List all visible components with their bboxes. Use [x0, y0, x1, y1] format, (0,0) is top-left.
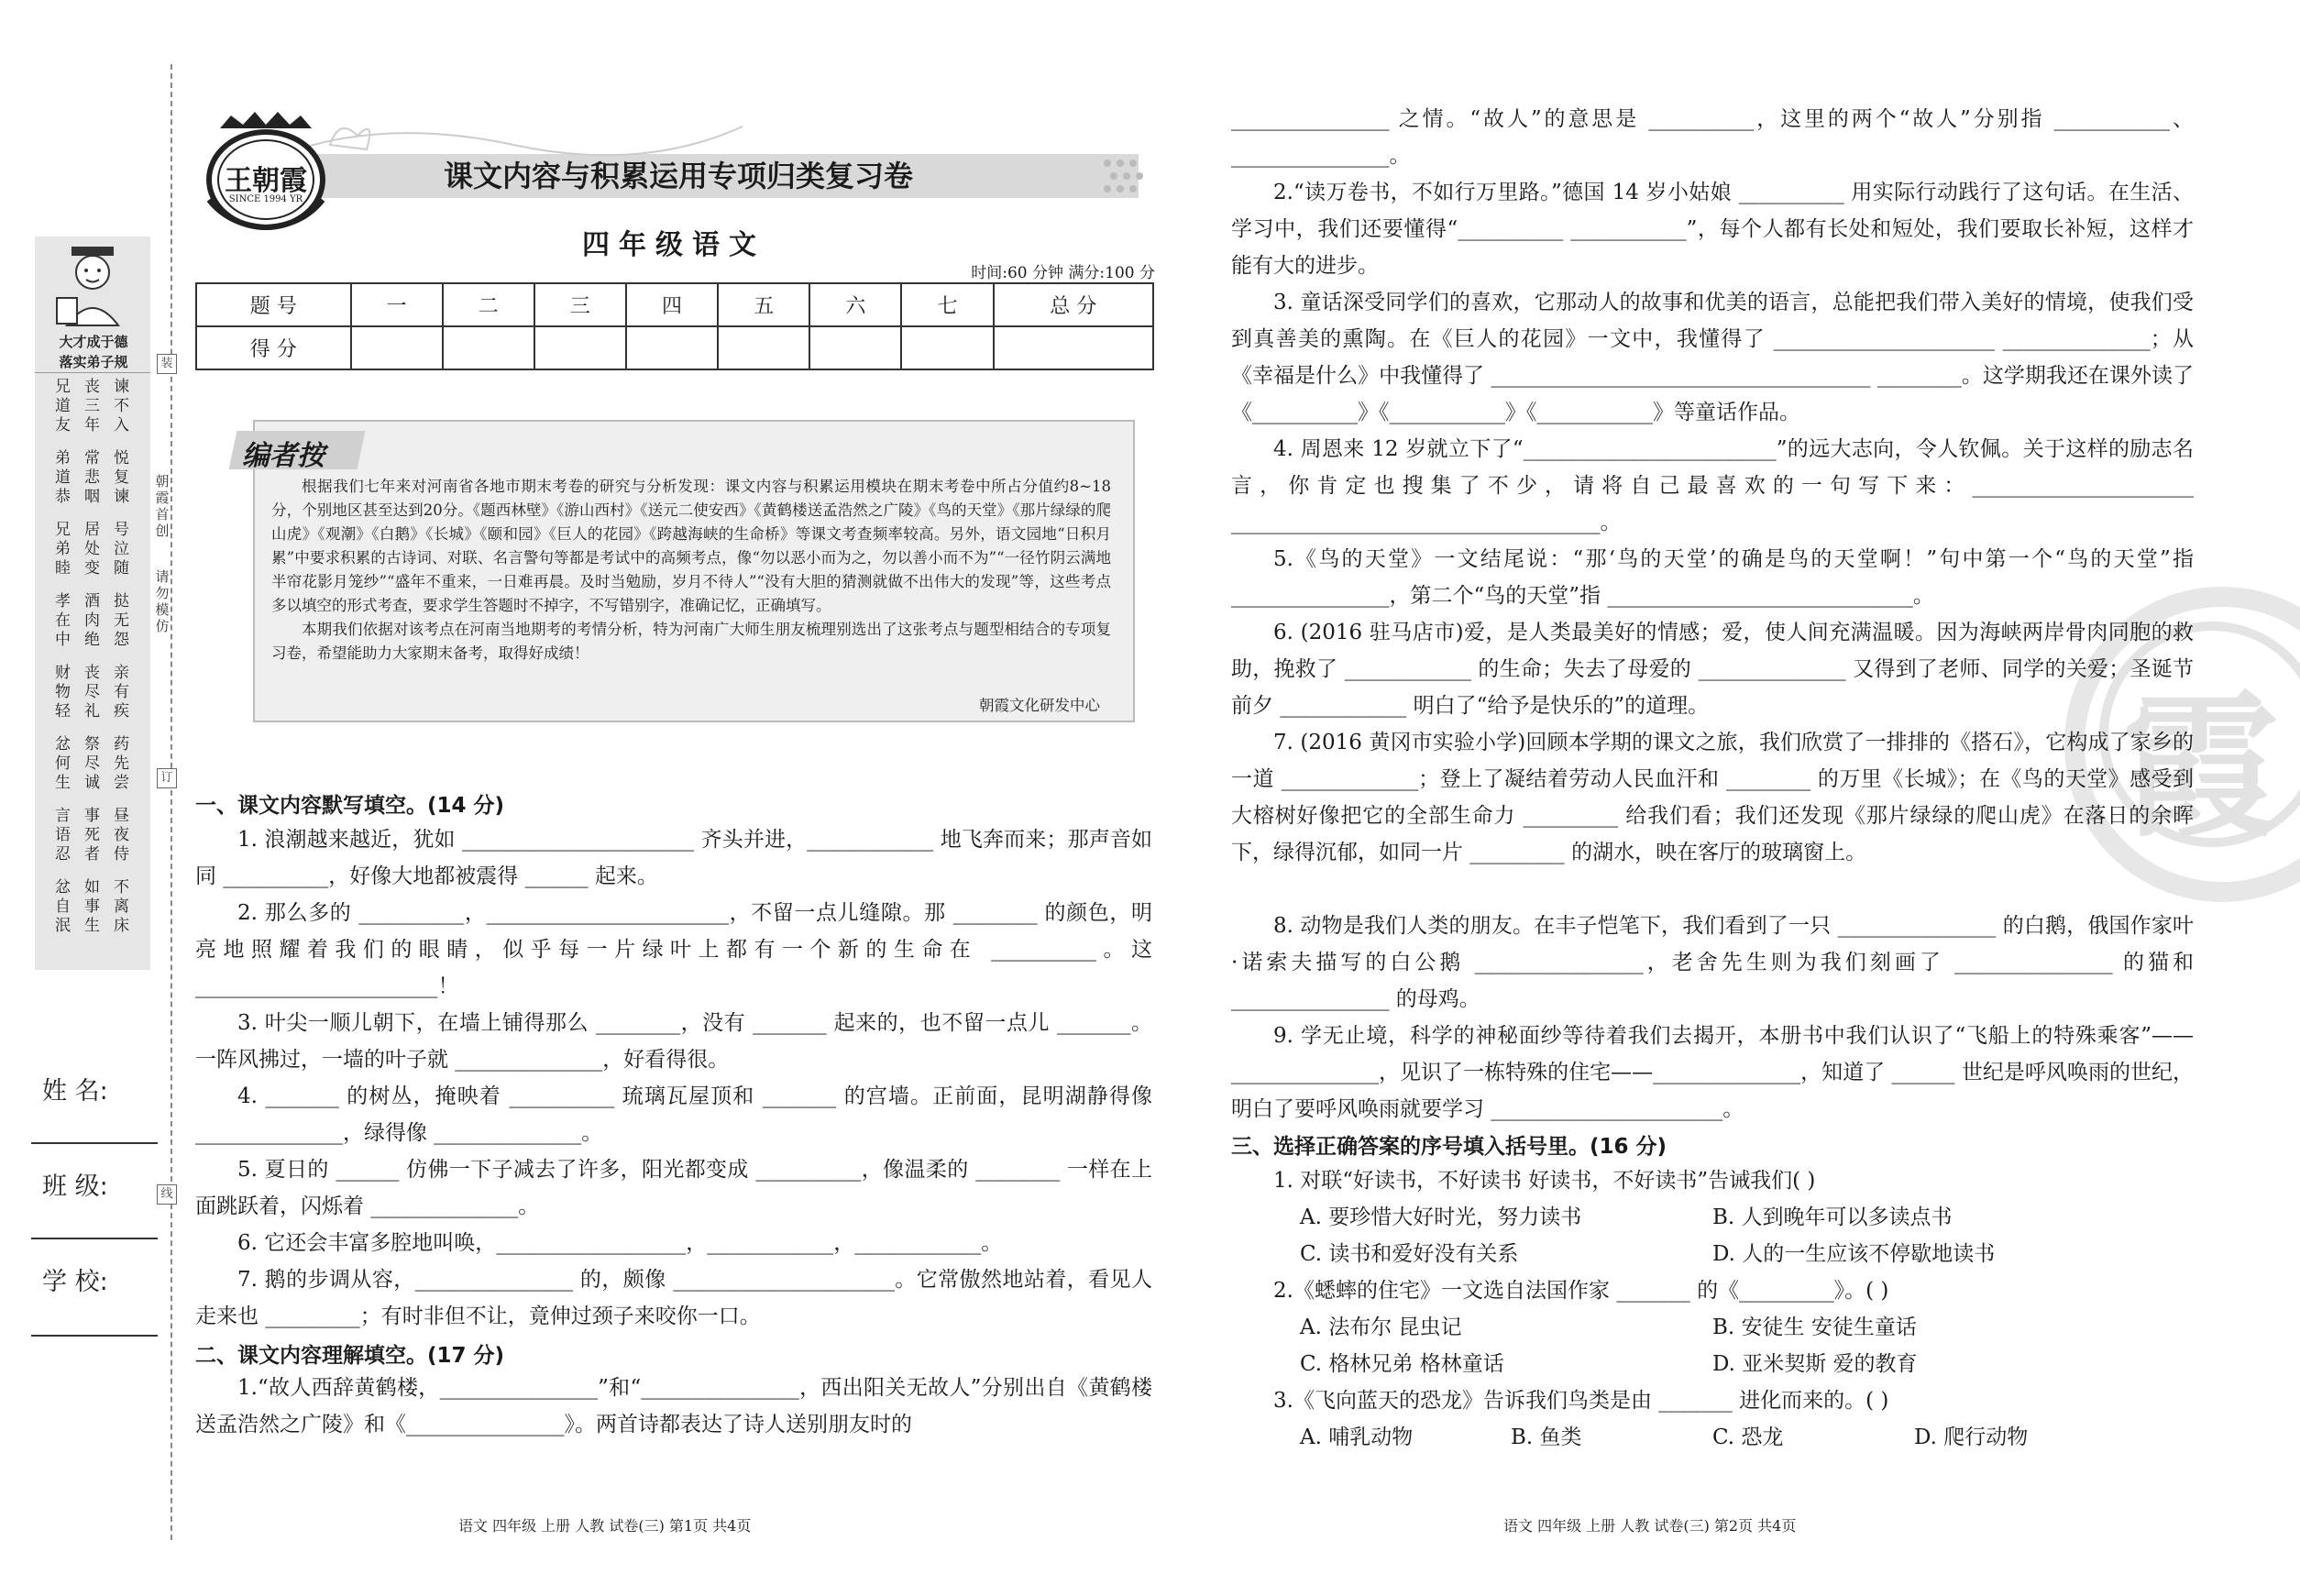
verse-col: 兄弟睦: [55, 521, 71, 578]
score-cell: 一: [351, 283, 443, 326]
verse-col: 悦复谏: [114, 449, 129, 506]
verse-col: 兄道友: [55, 378, 71, 435]
choice-option-1b[interactable]: B. 人到晚年可以多读点书: [1712, 1205, 1953, 1229]
score-input-cell[interactable]: [626, 326, 718, 369]
score-input-cell[interactable]: [443, 326, 534, 369]
fold-note-1: 朝霞首创: [155, 473, 170, 539]
verse-col: 言语忍: [55, 807, 71, 864]
verse-col: 如事生: [84, 878, 100, 935]
choice-option-1d[interactable]: D. 人的一生应该不停歇地读书: [1712, 1242, 1996, 1266]
score-input-cell[interactable]: [809, 326, 901, 369]
score-cell: 五: [718, 283, 809, 326]
score-cell: 总 分: [994, 283, 1153, 326]
verse-col: 昼夜侍: [114, 807, 129, 864]
choice-option-3a[interactable]: A. 哺乳动物: [1300, 1425, 1414, 1449]
score-cell: 得 分: [196, 326, 351, 369]
question-1-1: 1. 浪潮越来越近，犹如 ______________________ 齐头并进，____________ 地飞奔而来；那声音如同 __________，好像大地都被震得 ______ 起来。: [195, 828, 1152, 888]
question-1-7: 7. 鹅的步调从容，_______________ 的，颇像 _____________________。它常傲然地站着，看见人走来也 _________；有时非但不让，竟伸过颈子来咬你一口。: [195, 1268, 1152, 1328]
choice-option-2c[interactable]: C. 格林兄弟 格林童话: [1300, 1352, 1504, 1376]
choice-option-2a[interactable]: A. 法布尔 昆虫记: [1300, 1315, 1462, 1339]
verse-col: 谏不入: [114, 378, 129, 435]
school-field[interactable]: [31, 1335, 158, 1337]
verse-col: 亲有疾: [114, 664, 129, 721]
question-1-6: 6. 它还会丰富多腔地叫唤，__________________，____________，____________。: [237, 1231, 1003, 1255]
editor-note-tag: 编者按: [242, 440, 325, 472]
verse-col: 孝在中: [55, 592, 71, 649]
verse-col: 祭尽诚: [84, 735, 100, 792]
section-2-heading: 二、课文内容理解填空。(17 分): [195, 1344, 505, 1368]
sidebar-divider: [35, 372, 150, 373]
choice-option-2b[interactable]: B. 安徒生 安徒生童话: [1712, 1315, 1917, 1339]
footer-page-1: 语文 四年级 上册 人教 试卷(三) 第1页 共4页: [458, 1517, 752, 1535]
class-label: 班 级:: [42, 1172, 108, 1201]
question-2-9: 9. 学无止境，科学的神秘面纱等待着我们去揭开，本册书中我们认识了“飞船上的特殊乘客”——______________，见识了一栋特殊的住宅——______________，知道了 ______ 世纪是呼风唤雨的世纪，明白了要呼风唤雨就要学习 ______________________。: [1231, 1024, 2194, 1121]
brand-logo-text: 王朝霞: [225, 165, 307, 197]
question-2-6: 6. (2016 驻马店市)爱，是人类最美好的情感；爱，使人间充满温暖。因为海峡两岸骨肉同胞的救助，挽救了 ____________ 的生命；失去了母爱的 ______________ 又得到了老师、同学的关爱；圣诞节前夕 ____________ 明白了“给予是快乐的”的道理。: [1231, 621, 2194, 718]
verse-col: 弟道恭: [55, 449, 71, 506]
sidebar-motto-line-2: 落实弟子规: [59, 354, 128, 370]
question-2-7: 7. (2016 黄冈市实验小学)回顾本学期的课文之旅，我们欣赏了一排排的《搭石》，它构成了家乡的一道 _____________；登上了凝结着劳动人民血汗和 ________ 的万里《长城》；在《鸟的天堂》感受到大榕树好像把它的全部生命力 _________ 给我们看；我们还发现《那片绿绿的爬山虎》在落日的余晖下，绿得沉郁，如同一片 _________ 的湖水，映在客厅的玻璃窗上。: [1231, 731, 2194, 864]
fold-mark: 线: [157, 1184, 177, 1205]
verse-col: 药先尝: [114, 735, 129, 792]
verse-col: 忿何生: [55, 735, 71, 792]
binding-fold-line: [171, 64, 172, 1540]
editor-note-signature: 朝霞文化研发中心: [979, 697, 1100, 714]
score-table-row-header: [196, 283, 1153, 326]
choice-option-3d[interactable]: D. 爬行动物: [1914, 1425, 2029, 1449]
verse-col: 忿自泯: [55, 878, 71, 935]
scholar-mascot-icon: [44, 243, 141, 330]
page-subtitle: 四年级语文: [582, 229, 765, 261]
fold-mark: 订: [157, 768, 177, 788]
question-2-1: 1.“故人西辞黄鹤楼，_______________”和“_______________，西出阳关无故人”分别出自《黄鹤楼送孟浩然之广陵》和《_______________》。两首诗都表达了诗人送别朋友时的: [195, 1376, 1152, 1436]
verse-col: 丧三年: [84, 378, 100, 435]
page-title: 课文内容与积累运用专项归类复习卷: [443, 159, 913, 193]
school-label: 学 校:: [42, 1268, 108, 1296]
choice-question-3-stem: 3.《飞向蓝天的恐龙》告诉我们鸟类是由 _______ 进化而来的。( ): [1273, 1389, 1889, 1413]
question-1-2: 2. 那么多的 __________，_______________________，不留一点儿缝隙。那 ________ 的颜色，明亮地照耀着我们的眼睛，似乎每一片绿叶上都有一个新的生命在 __________。这 _______________________！: [195, 901, 1152, 998]
score-cell: 七: [901, 283, 993, 326]
editor-note-body: [271, 475, 1111, 666]
score-cell: 六: [809, 283, 901, 326]
score-input-cell[interactable]: [534, 326, 626, 369]
class-field[interactable]: [31, 1238, 158, 1239]
score-table-row-scores: [196, 326, 1153, 369]
score-cell: 三: [534, 283, 626, 326]
question-2-3: 3. 童话深受同学们的喜欢，它那动人的故事和优美的语言，总能把我们带入美好的情境，使我们受到真善美的熏陶。在《巨人的花园》一文中，我懂得了 _____________________ ______________；从《幸福是什么》中我懂得了 ____________________________________ ________。这学期我还在课外读了《__________》《___________》《___________》等童话作品。: [1231, 291, 2194, 424]
verse-col: 酒肉绝: [84, 592, 100, 649]
choice-question-2-stem: 2.《蟋蟀的住宅》一文选自法国作家 _______ 的《_________》。( ): [1273, 1279, 1889, 1303]
verse-col: 号泣随: [114, 521, 129, 578]
verse-col: 不离床: [114, 878, 129, 935]
choice-option-2d[interactable]: D. 亚米契斯 爱的教育: [1712, 1352, 1918, 1376]
choice-option-1c[interactable]: C. 读书和爱好没有关系: [1300, 1242, 1519, 1266]
score-cell: 题 号: [196, 283, 351, 326]
question-2-4: 4. 周恩来 12 岁就立下了“________________________”的远大志向，令人钦佩。关于这样的励志名言，你肯定也搜集了不少，请将自己最喜欢的一句写下来：_____________________ ___________________________________。: [1231, 437, 2194, 534]
score-input-cell[interactable]: [901, 326, 993, 369]
choice-option-3b[interactable]: B. 鱼类: [1511, 1425, 1582, 1449]
question-1-5: 5. 夏日的 ______ 仿佛一下子减去了许多，阳光都变成 __________，像温柔的 ________ 一样在上面跳跃着，闪烁着 ______________。: [195, 1158, 1152, 1218]
score-table: [195, 282, 1154, 370]
sidebar-motto-line-1: 大才成于德: [59, 334, 128, 350]
name-field[interactable]: [31, 1142, 158, 1144]
verse-col: 常悲咽: [84, 449, 100, 506]
verse-col: 事死者: [84, 807, 100, 864]
question-2-5: 5.《鸟的天堂》一文结尾说：“那‘鸟的天堂’的确是鸟的天堂啊！”句中第一个“鸟的天堂”指 _______________，第二个“鸟的天堂”指 _____________________________。: [1231, 547, 2194, 608]
fold-mark: 装: [157, 354, 177, 374]
watermark-glyph: 霞: [2121, 676, 2278, 859]
score-input-cell[interactable]: [718, 326, 809, 369]
verse-col: 财物轻: [55, 664, 71, 721]
choice-option-3c[interactable]: C. 恐龙: [1712, 1425, 1784, 1449]
score-cell: 四: [626, 283, 718, 326]
question-2-2: 2.“读万卷书，不如行万里路。”德国 14 岁小姑娘 __________ 用实际行动践行了这句话。在生活、学习中，我们还要懂得“__________ ___________”，每个人都有长处和短处，我们要取长补短，这样才能有大的进步。: [1231, 181, 2194, 278]
verse-col: 丧尽礼: [84, 664, 100, 721]
choice-option-1a[interactable]: A. 要珍惜大好时光，努力读书: [1300, 1205, 1582, 1229]
time-info: 时间:60 分钟 满分:100 分: [971, 264, 1155, 282]
brand-logo-subtext: SINCE 1994 YR: [228, 194, 303, 204]
question-2-1-continued: _______________ 之情。“故人”的意思是 __________，这里的两个“故人”分别指 ___________、_______________。: [1231, 107, 2194, 168]
section-1-heading: 一、课文内容默写填空。(14 分): [195, 794, 505, 818]
score-input-cell[interactable]: [351, 326, 443, 369]
question-1-3: 3. 叶尖一顺儿朝下，在墙上铺得那么 ________，没有 _______ 起来的，也不留一点儿 _______。一阵风拂过，一墙的叶子就 ______________，好看得很。: [195, 1011, 1152, 1072]
editor-note-paragraph-2: 本期我们依据对该考点在河南当地期考的考情分析，特为河南广大师生朋友梳理别选出了这张考点与题型相结合的专项复习卷，希望能助力大家期末备考，取得好成绩！: [271, 621, 1111, 662]
editor-note-paragraph-1: 根据我们七年来对河南省各地市期末考卷的研究与分析发现：课文内容与积累运用模块在期末考卷中所占分值约8~18分，个别地区甚至达到20分。《题西林壁》《游山西村》《送元二使安西》《黄鹤楼送孟浩然之广陵》《鸟的天堂》《那片绿绿的爬山虎》《观潮》《白鹅》《长城》《颐和园》《巨人的花园》《跨越海峡的生命桥》等课文考查频率较高。另外，语文园地“日积月累”中要求积累的古诗词、对联、名言警句等都是考试中的高频考点，像“勿以恶小而为之，勿以善小而不为”“一径竹阴云满地 半帘花影月笼纱”“盛年不重来，一日难再晨。及时当勉励，岁月不待人”“没有大胆的猜测就做不出伟大的发现”等，这些考点多以填空的形式考查，要求学生答题时不掉字，不写错别字，准确记忆，正确填写。: [271, 478, 1111, 614]
question-1-4: 4. _______ 的树丛，掩映着 __________ 琉璃瓦屋顶和 _______ 的宫墙。正前面，昆明湖静得像 ______________，绿得像 ______________。: [195, 1084, 1152, 1145]
score-cell: 二: [443, 283, 534, 326]
footer-page-2: 语文 四年级 上册 人教 试卷(三) 第2页 共4页: [1503, 1517, 1797, 1535]
verse-col: 居处变: [84, 521, 100, 578]
section-3-heading: 三、选择正确答案的序号填入括号里。(16 分): [1231, 1135, 1667, 1159]
name-label: 姓 名:: [42, 1077, 108, 1106]
choice-question-1-stem: 1. 对联“好读书，不好读书 好读书，不好读书”告诫我们( ): [1273, 1169, 1816, 1193]
question-2-8: 8. 动物是我们人类的朋友。在丰子恺笔下，我们看到了一只 _______________ 的白鹅，俄国作家叶·诺索夫描写的白公鹅 ________________，老舍先生则为我们刻画了 _______________ 的猫和 _______________ 的母鸡。: [1231, 914, 2194, 1011]
fold-note-2: 请勿模仿: [155, 568, 170, 634]
verse-col: 挞无怨: [114, 592, 129, 649]
score-input-cell[interactable]: [994, 326, 1153, 369]
